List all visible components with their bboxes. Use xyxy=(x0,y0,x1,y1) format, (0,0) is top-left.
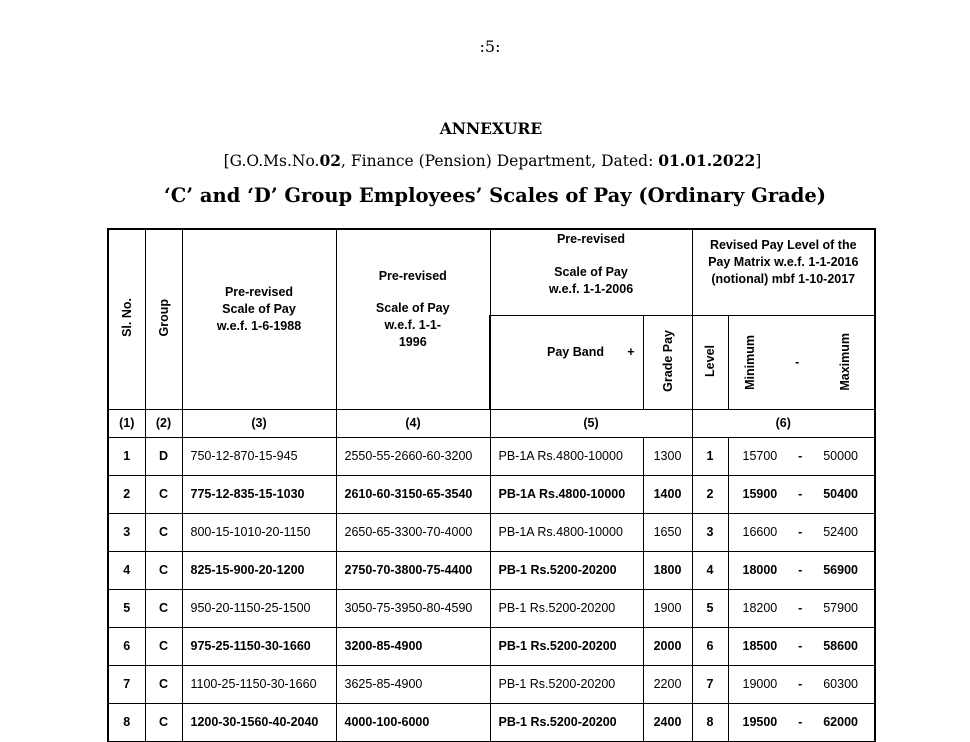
header-scale-2006 xyxy=(490,229,692,315)
cell-min-max xyxy=(728,513,875,551)
cell-scale-1996: 3200-85-4900 xyxy=(336,627,490,665)
cell-sl-no: 5 xyxy=(108,589,145,627)
cell-group: C xyxy=(145,627,182,665)
cell-scale-1996: 2650-65-3300-70-4000 xyxy=(336,513,490,551)
cell-maximum: 52400 xyxy=(823,525,858,539)
table-row xyxy=(108,513,875,551)
cell-grade-pay: 2000 xyxy=(643,627,692,665)
cell-maximum: 50000 xyxy=(823,449,858,463)
cell-maximum: 57900 xyxy=(823,601,858,615)
cell-sl-no: 2 xyxy=(108,475,145,513)
header-revised-level-label: Revised Pay Level of the Pay Matrix w.e.f. 1-1-2016 (notional) mbf 1-10-2017 xyxy=(708,238,859,286)
cell-maximum: 56900 xyxy=(823,563,858,577)
cell-dash: - xyxy=(798,639,803,653)
cell-grade-pay: 2200 xyxy=(643,665,692,703)
cell-pay-band: PB-1 Rs.5200-20200 xyxy=(490,665,643,703)
cell-pay-band: PB-1 Rs.5200-20200 xyxy=(490,627,643,665)
header-maximum-label: Maximum xyxy=(837,333,852,391)
header-scale-2006-line2: Scale of Pay w.e.f. 1-1-2006 xyxy=(548,265,634,296)
col-number-1: (1) xyxy=(108,409,145,437)
cell-minimum: 19000 xyxy=(742,677,778,691)
cell-group: C xyxy=(145,589,182,627)
cell-minimum: 18000 xyxy=(742,563,778,577)
table-row xyxy=(108,551,875,589)
cell-scale-1988: 1100-25-1150-30-1660 xyxy=(182,665,336,703)
cell-scale-1996: 2610-60-3150-65-3540 xyxy=(336,475,490,513)
cell-sl-no: 4 xyxy=(108,551,145,589)
header-pay-band-label: Pay Band xyxy=(547,344,604,359)
cell-min-max xyxy=(728,665,875,703)
table-row xyxy=(108,475,875,513)
cell-minimum: 15700 xyxy=(742,449,778,463)
header-scale-1988-label: Pre-revised Scale of Pay w.e.f. 1-6-1988 xyxy=(216,284,302,333)
cell-group: C xyxy=(145,551,182,589)
go-date: 01.01.2022 xyxy=(658,151,756,170)
cell-scale-1988: 950-20-1150-25-1500 xyxy=(182,589,336,627)
header-minimum-label: Minimum xyxy=(742,334,757,390)
header-min-max xyxy=(728,315,875,409)
cell-grade-pay: 1300 xyxy=(643,437,692,475)
cell-scale-1988: 825-15-900-20-1200 xyxy=(182,551,336,589)
header-revised-level xyxy=(692,229,875,315)
column-number-row xyxy=(108,409,875,437)
cell-level: 1 xyxy=(692,437,728,475)
cell-dash: - xyxy=(798,677,803,691)
cell-dash: - xyxy=(798,449,803,463)
header-sl-no xyxy=(108,229,145,409)
cell-pay-band: PB-1 Rs.5200-20200 xyxy=(490,551,643,589)
page-number: :5: xyxy=(479,37,501,56)
cell-sl-no: 1 xyxy=(108,437,145,475)
go-reference xyxy=(0,151,970,170)
cell-group: C xyxy=(145,513,182,551)
cell-maximum: 50400 xyxy=(823,487,858,501)
cell-level: 5 xyxy=(692,589,728,627)
document-heading: ‘C’ and ‘D’ Group Employees’ Scales of Pay (Ordinary Grade) xyxy=(164,184,826,207)
cell-level: 8 xyxy=(692,703,728,741)
cell-sl-no: 6 xyxy=(108,627,145,665)
cell-pay-band: PB-1A Rs.4800-10000 xyxy=(490,437,643,475)
cell-maximum: 58600 xyxy=(823,639,858,653)
cell-grade-pay: 1800 xyxy=(643,551,692,589)
header-grade-pay xyxy=(643,315,692,409)
cell-group: C xyxy=(145,703,182,741)
cell-minimum: 18200 xyxy=(742,601,778,615)
cell-level: 6 xyxy=(692,627,728,665)
reference-middle: , Finance (Pension) Department, Dated: xyxy=(341,152,659,170)
cell-dash: - xyxy=(798,715,803,729)
cell-dash: - xyxy=(798,525,803,539)
cell-minimum: 16600 xyxy=(742,525,778,539)
cell-grade-pay: 1400 xyxy=(643,475,692,513)
cell-scale-1996: 3625-85-4900 xyxy=(336,665,490,703)
cell-level: 2 xyxy=(692,475,728,513)
cell-dash: - xyxy=(798,601,803,615)
cell-scale-1988: 975-25-1150-30-1660 xyxy=(182,627,336,665)
cell-grade-pay: 1650 xyxy=(643,513,692,551)
header-pay-band xyxy=(490,315,643,409)
header-scale-2006-line1: Pre-revised xyxy=(556,232,626,246)
table-row xyxy=(108,437,875,475)
cell-scale-1996: 4000-100-6000 xyxy=(336,703,490,741)
header-group xyxy=(145,229,182,409)
table-row xyxy=(108,703,875,741)
cell-scale-1988: 750-12-870-15-945 xyxy=(182,437,336,475)
cell-min-max xyxy=(728,437,875,475)
cell-minimum: 15900 xyxy=(742,487,778,501)
header-scale-1996-line2: Scale of Pay w.e.f. 1-1-1996 xyxy=(375,300,450,349)
header-scale-1996 xyxy=(336,229,490,409)
col-number-4: (4) xyxy=(336,409,490,437)
col-number-2: (2) xyxy=(145,409,182,437)
cell-sl-no: 7 xyxy=(108,665,145,703)
header-group-label: Group xyxy=(156,299,171,337)
pay-scales-table xyxy=(107,228,876,742)
cell-grade-pay: 2400 xyxy=(643,703,692,741)
cell-scale-1988: 775-12-835-15-1030 xyxy=(182,475,336,513)
cell-min-max xyxy=(728,627,875,665)
cell-min-max xyxy=(728,475,875,513)
cell-dash: - xyxy=(798,563,803,577)
col-number-3: (3) xyxy=(182,409,336,437)
header-level-label: Level xyxy=(703,344,717,377)
cell-sl-no: 8 xyxy=(108,703,145,741)
header-scale-1988 xyxy=(182,229,336,409)
cell-group: C xyxy=(145,665,182,703)
header-dash: - xyxy=(795,355,800,369)
cell-minimum: 19500 xyxy=(742,715,778,729)
table-row xyxy=(108,665,875,703)
cell-minimum: 18500 xyxy=(742,639,778,653)
cell-min-max xyxy=(728,589,875,627)
table-row xyxy=(108,589,875,627)
reference-prefix: [G.O.Ms.No. xyxy=(223,152,320,170)
header-sl-no-label: Sl. No. xyxy=(119,298,134,338)
col-number-5: (5) xyxy=(490,409,692,437)
header-scale-1996-line1: Pre-revised xyxy=(378,268,447,283)
cell-level: 7 xyxy=(692,665,728,703)
go-number: 02 xyxy=(319,151,342,170)
cell-sl-no: 3 xyxy=(108,513,145,551)
reference-suffix: ] xyxy=(755,152,762,170)
cell-maximum: 62000 xyxy=(823,715,858,729)
cell-scale-1996: 2750-70-3800-75-4400 xyxy=(336,551,490,589)
cell-pay-band: PB-1A Rs.4800-10000 xyxy=(490,513,643,551)
annexure-title: ANNEXURE xyxy=(439,119,543,138)
cell-min-max xyxy=(728,551,875,589)
cell-group: D xyxy=(145,437,182,475)
header-row-1 xyxy=(108,229,875,315)
header-plus-sign: + xyxy=(627,344,635,359)
cell-pay-band: PB-1 Rs.5200-20200 xyxy=(490,589,643,627)
cell-dash: - xyxy=(798,487,803,501)
cell-scale-1996: 3050-75-3950-80-4590 xyxy=(336,589,490,627)
cell-group: C xyxy=(145,475,182,513)
cell-scale-1996: 2550-55-2660-60-3200 xyxy=(336,437,490,475)
cell-level: 3 xyxy=(692,513,728,551)
col-number-6: (6) xyxy=(692,409,875,437)
header-level xyxy=(692,315,728,409)
cell-pay-band: PB-1 Rs.5200-20200 xyxy=(490,703,643,741)
cell-level: 4 xyxy=(692,551,728,589)
cell-grade-pay: 1900 xyxy=(643,589,692,627)
cell-pay-band: PB-1A Rs.4800-10000 xyxy=(490,475,643,513)
cell-scale-1988: 800-15-1010-20-1150 xyxy=(182,513,336,551)
cell-scale-1988: 1200-30-1560-40-2040 xyxy=(182,703,336,741)
cell-min-max xyxy=(728,703,875,741)
cell-maximum: 60300 xyxy=(823,677,858,691)
header-grade-pay-label: Grade Pay xyxy=(660,329,675,392)
table-row xyxy=(108,627,875,665)
